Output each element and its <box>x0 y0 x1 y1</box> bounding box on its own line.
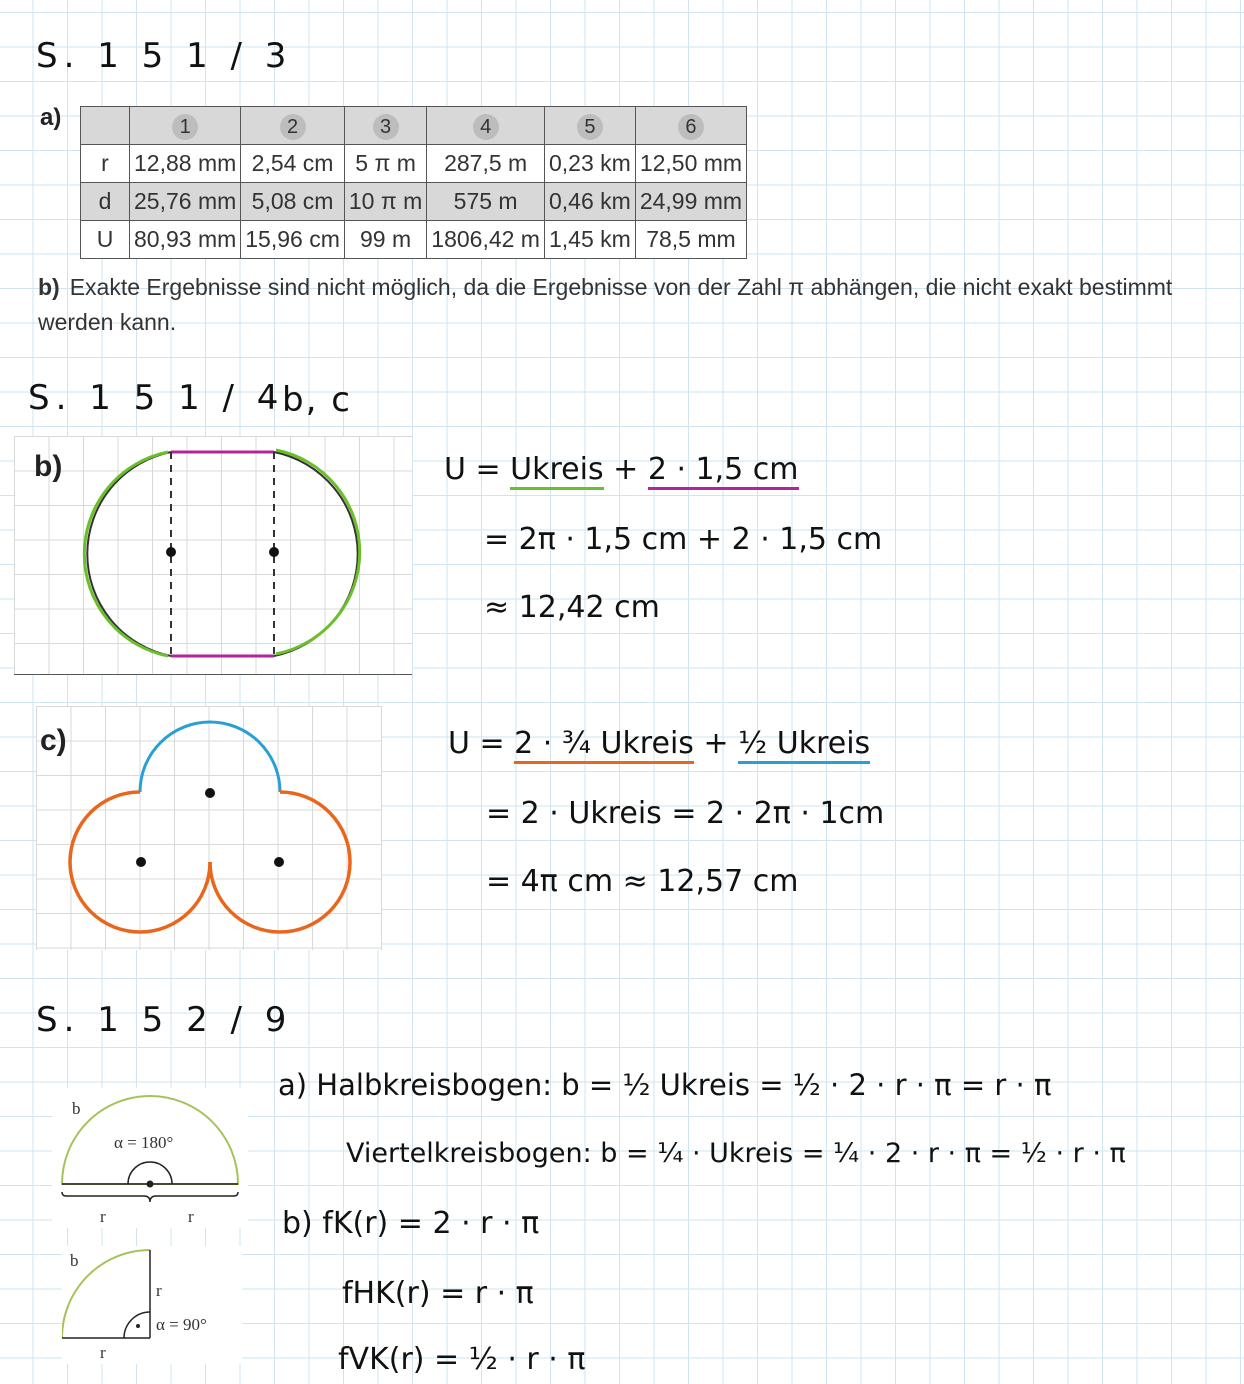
column-header: 2 <box>241 107 345 145</box>
table-cell: 24,99 mm <box>635 183 746 221</box>
center-point-right <box>269 547 279 557</box>
center-point-top <box>205 788 215 798</box>
right-angle-dot <box>136 1324 140 1328</box>
label-a: a) <box>40 104 62 131</box>
semicircle-r-right: r <box>188 1207 194 1226</box>
left-arc-green <box>84 452 168 656</box>
table-cell: 287,5 m <box>427 145 545 183</box>
heading-s151-3: S. 1 5 1 / 3 <box>36 36 293 76</box>
column-header: 3 <box>344 107 426 145</box>
figure-c <box>36 706 382 950</box>
figure-b <box>14 436 412 675</box>
table-cell: 0,46 km <box>544 183 635 221</box>
b-line2-fhk: fHK(r) = r · π <box>342 1276 534 1311</box>
figure-semicircle <box>52 1088 248 1228</box>
table-corner <box>81 107 130 145</box>
semicircle-diagram <box>52 1088 248 1228</box>
table-row <box>81 145 747 183</box>
b-equation-line1: U = Ukreis + 2 · 1,5 cm <box>444 452 799 490</box>
right-arc-green <box>276 450 360 654</box>
table-cell: 575 m <box>427 183 545 221</box>
b-line3-fvk: fVK(r) = ½ · r · π <box>338 1342 586 1377</box>
table-cell: 99 m <box>344 221 426 259</box>
table-cell: 25,76 mm <box>130 183 241 221</box>
stadium-shape <box>14 436 412 674</box>
answer-b-text <box>38 270 1218 340</box>
table-row <box>81 221 747 259</box>
answer-b-body: Exakte Ergebnisse sind nicht möglich, da die Ergebnisse von der Zahl π abhängen, die nicht exakt bestimmt werden kann. <box>38 274 1173 335</box>
semicircle-center <box>147 1181 154 1188</box>
table-cell: 10 π m <box>344 183 426 221</box>
top-arc-blue <box>140 722 280 792</box>
table-cell: 12,88 mm <box>130 145 241 183</box>
c-equation-line2: = 2 · Ukreis = 2 · 2π · 1cm <box>486 796 885 831</box>
center-point-right <box>274 857 284 867</box>
table-cell: 0,23 km <box>544 145 635 183</box>
right-arc-black <box>274 452 358 656</box>
a-line1-halbkreis: a) Halbkreisbogen: b = ½ Ukreis = ½ · 2 · r · π = r · π <box>278 1068 1052 1102</box>
quarter-alpha: α = 90° <box>156 1315 207 1334</box>
table-row <box>81 183 747 221</box>
table-cell: 80,93 mm <box>130 221 241 259</box>
row-header: d <box>81 183 130 221</box>
heading-parts: b, c <box>282 380 352 420</box>
a-line2-viertelkreis: Viertelkreisbogen: b = ¼ · Ukreis = ¼ · 2 · r · π = ½ · r · π <box>346 1138 1126 1169</box>
quarter-r-bottom: r <box>100 1343 106 1362</box>
row-header: r <box>81 145 130 183</box>
table-cell: 1,45 km <box>544 221 635 259</box>
quarter-label-b: b <box>70 1251 79 1270</box>
three-circle-shape <box>36 706 382 950</box>
table-cell: 12,50 mm <box>635 145 746 183</box>
row-header: U <box>81 221 130 259</box>
left-arc-black <box>87 452 171 656</box>
c-equation-line1: U = 2 · ¾ Ukreis + ½ Ukreis <box>448 726 870 764</box>
semicircle-alpha: α = 180° <box>114 1133 174 1152</box>
underline-blue: ½ Ukreis <box>738 729 870 764</box>
b-equation-line2: = 2π · 1,5 cm + 2 · 1,5 cm <box>484 522 883 557</box>
column-header: 4 <box>427 107 545 145</box>
table-cell: 1806,42 m <box>427 221 545 259</box>
label-b: b) <box>38 274 60 300</box>
table-cell: 2,54 cm <box>241 145 345 183</box>
semicircle-label-b: b <box>72 1099 81 1118</box>
quarter-r-side: r <box>156 1281 162 1300</box>
underline-orange: 2 · ¾ Ukreis <box>514 729 694 764</box>
underline-magenta: 2 · 1,5 cm <box>648 455 799 490</box>
results-table <box>80 106 747 259</box>
b-equation-line3: ≈ 12,42 cm <box>484 590 660 625</box>
column-header: 6 <box>635 107 746 145</box>
table-cell: 5 π m <box>344 145 426 183</box>
figure-c-label: c) <box>40 724 67 757</box>
center-point-left <box>166 547 176 557</box>
semicircle-r-left: r <box>100 1207 106 1226</box>
column-header: 1 <box>130 107 241 145</box>
figure-quartercircle <box>62 1246 242 1364</box>
figure-b-label: b) <box>34 450 63 483</box>
b-line1-fk: b) fK(r) = 2 · r · π <box>282 1206 540 1241</box>
c-equation-line3: = 4π cm ≈ 12,57 cm <box>486 864 799 899</box>
center-point-left <box>136 857 146 867</box>
quartercircle-diagram <box>62 1246 242 1364</box>
table-cell: 5,08 cm <box>241 183 345 221</box>
table-header-row <box>81 107 747 145</box>
table-cell: 78,5 mm <box>635 221 746 259</box>
heading-s152-9: S. 1 5 2 / 9 <box>36 1000 293 1040</box>
table-cell: 15,96 cm <box>241 221 345 259</box>
underline-green: Ukreis <box>510 455 603 490</box>
brace-r <box>62 1192 238 1202</box>
heading-s151-4: S. 1 5 1 / 4 <box>28 378 285 418</box>
column-header: 5 <box>544 107 635 145</box>
